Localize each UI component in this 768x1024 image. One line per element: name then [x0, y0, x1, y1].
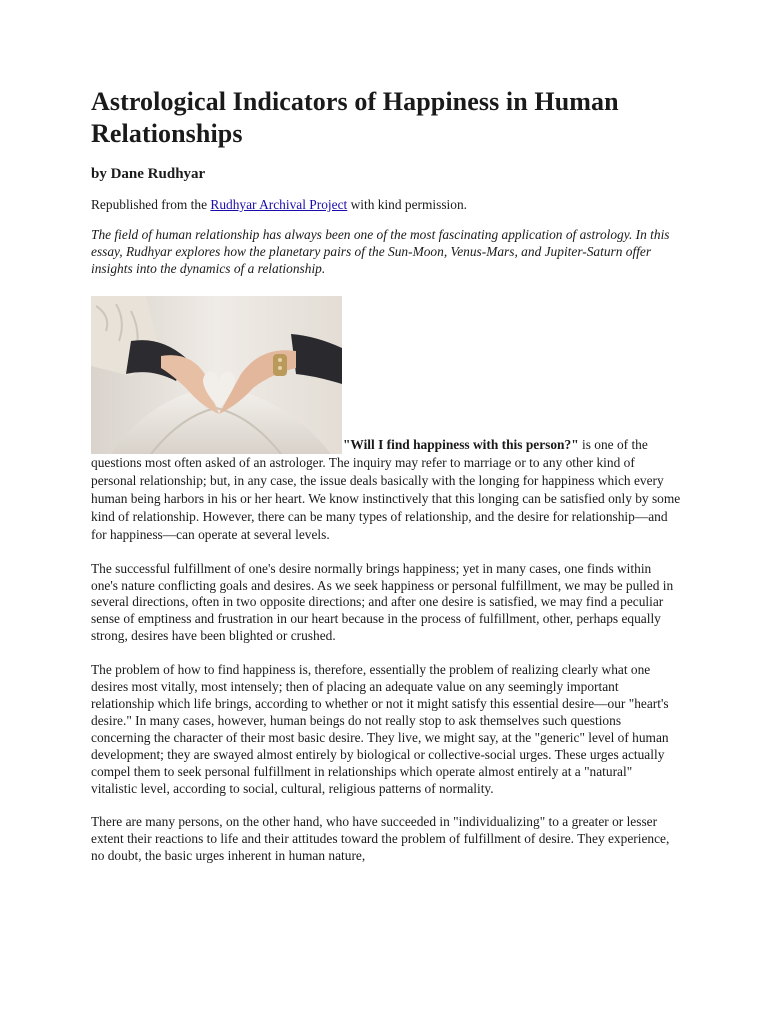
lead-question: "Will I find happiness with this person?": [343, 436, 579, 452]
lead-section: [91, 296, 681, 544]
paragraph-4: There are many persons, on the other hand, who have succeeded in "individualizing" to a greater or lesser extent their reactions to life and their attitudes toward the problem of fulfillment of desire. They experience, no doubt, the basic urges inherent in human nature,: [91, 814, 670, 864]
paragraph-1-text: is one of the questions most often asked of an astrologer. The inquiry may refer to marriage or to any other kind of personal relationship; but, in any case, the issue deals basically with the longing for happiness which every human being harbors in his or her heart. We know instinctively that this longing can be satisfied only by some kind of relationship. However, there can be many types of relationship, and the desire for relationship—and for happiness—can operate at several levels.: [91, 436, 681, 542]
author-byline: by Dane Rudhyar: [91, 166, 206, 182]
republished-prefix: Republished from the: [91, 197, 211, 212]
republished-note: [91, 197, 681, 214]
republished-suffix: with kind permission.: [347, 197, 468, 212]
article: [91, 86, 681, 865]
rudhyar-archival-project-link[interactable]: Rudhyar Archival Project: [210, 197, 348, 212]
intro-paragraph: The field of human relationship has always been one of the most fascinating application of astrology. In this essay, Rudhyar explores how the planetary pairs of the Sun-Moon, Venus-Mars, and Jupiter-Saturn offer insights into the dynamics of a relationship.: [91, 226, 670, 276]
heart-hands-photo: [91, 296, 342, 454]
paragraph-3: The problem of how to find happiness is, therefore, essentially the problem of realizing clearly what one desires most vitally, most intensely; then of placing an adequate value on any seemingly important relationship which life brings, according to whether or not it might satisfy this essential desire—our "heart's desire." In many cases, however, human beings do not really stop to ask themselves such questions concerning the character of their most basic desire. They live, we might say, at the "generic" level of human development; they are swayed almost entirely by biological or collective-social urges. These urges actually compel them to seek personal fulfillment in relationships which operate almost entirely at a "natural" vitalistic level, according to social, cultural, religious patterns of normality.: [91, 662, 669, 796]
paragraph-2: The successful fulfillment of one's desire normally brings happiness; yet in many cases, one finds within one's nature conflicting goals and desires. As we seek happiness or personal fulfillment, we may be pulled in several directions, often in two opposite directions; and after one desire is satisfied, we may find a peculiar sense of emptiness and frustration in our heart because in the process of fulfillment, other, perhaps equally strong, desires have been blighted or crushed.: [91, 560, 674, 644]
article-title: Astrological Indicators of Happiness in Human Relationships: [91, 87, 619, 148]
